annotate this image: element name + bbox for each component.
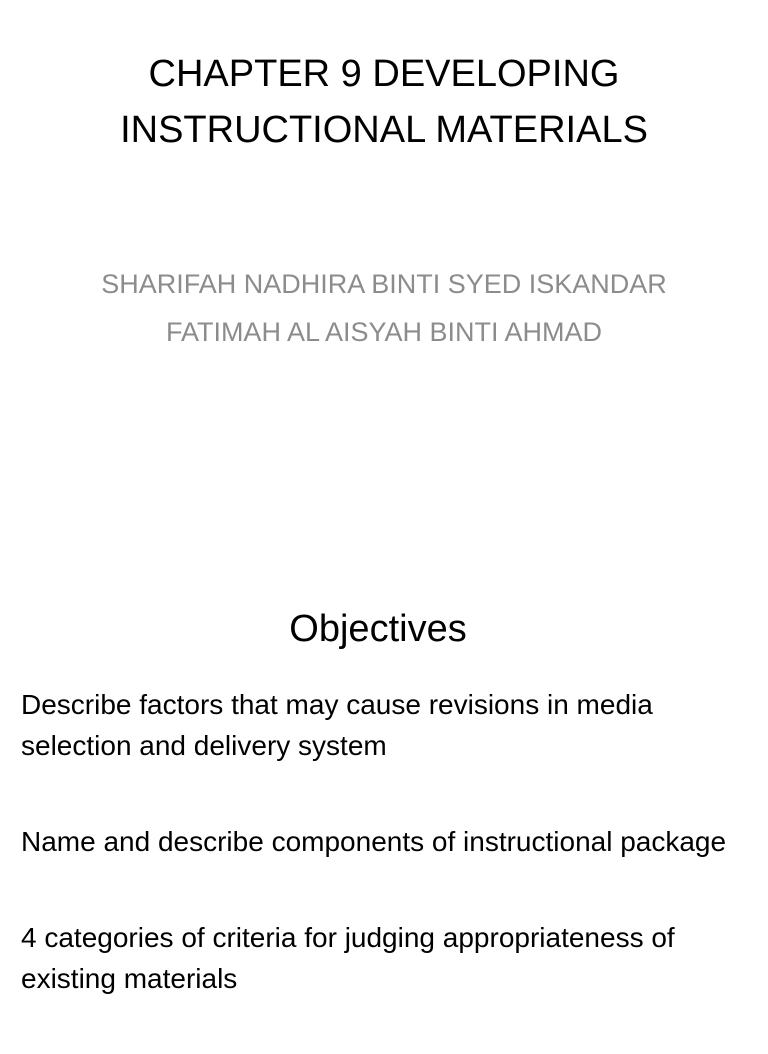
slide-title-line-1: CHAPTER 9 DEVELOPING bbox=[148, 53, 620, 95]
objectives-list bbox=[21, 684, 741, 1054]
author-name: SHARIFAH NADHIRA BINTI SYED ISKANDAR bbox=[101, 269, 667, 299]
objective-item: Describe factors that may cause revisions in media selection and delivery system bbox=[21, 689, 653, 761]
objective-item: 4 categories of criteria for judging appropriateness of existing materials bbox=[21, 922, 675, 994]
author-name: FATIMAH AL AISYAH BINTI AHMAD bbox=[165, 317, 603, 347]
slide-title bbox=[0, 46, 768, 158]
objective-item: Name and describe components of instructional package bbox=[21, 826, 727, 857]
objectives-heading: Objectives bbox=[289, 608, 467, 650]
slide-title-line-2: INSTRUCTIONAL MATERIALS bbox=[120, 109, 648, 151]
author-list bbox=[0, 260, 768, 356]
objectives-slide bbox=[0, 560, 768, 1024]
